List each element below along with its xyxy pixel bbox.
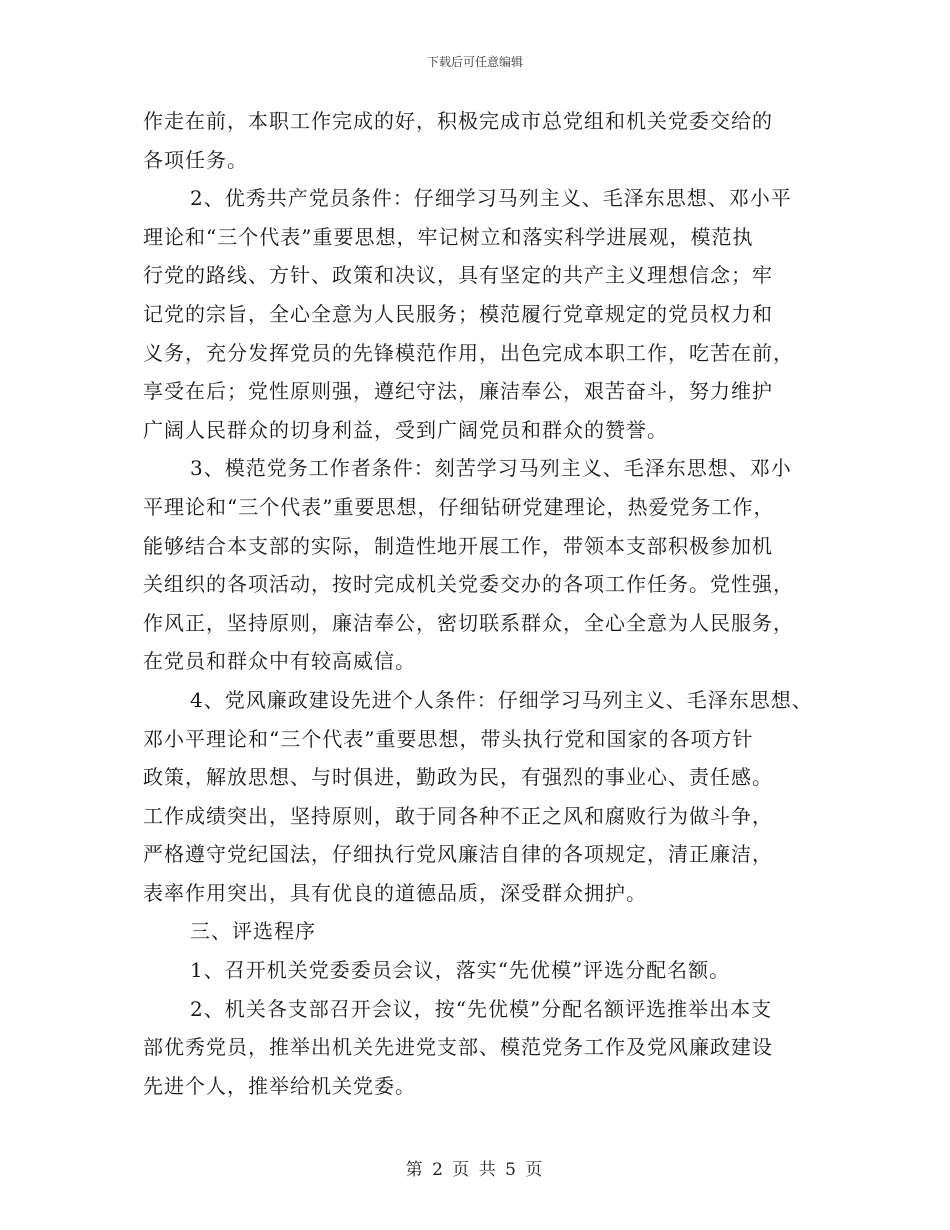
- paragraph-line: 部优秀党员，推举出机关先进党支部、模范党务工作及党风廉政建设: [143, 1035, 773, 1060]
- paragraph-line: 先进个人，推举给机关党委。: [143, 1073, 416, 1098]
- paragraph-line: 1、召开机关党委委员会议，落实“先优模”评选分配名额。: [190, 958, 731, 983]
- paragraph-line: 义务，充分发挥党员的先锋模范作用，出色完成本职工作，吃苦在前，: [143, 340, 794, 365]
- paragraph-line: 作风正，坚持原则，廉洁奉公，密切联系群众，全心全意为人民服务，: [143, 610, 794, 635]
- paragraph-line: 3、模范党务工作者条件：刻苦学习马列主义、毛泽东思想、邓小: [190, 456, 792, 481]
- paragraph-line: 享受在后；党性原则强，遵纪守法，廉洁奉公，艰苦奋斗，努力维护: [143, 379, 773, 404]
- paragraph-line: 广阔人民群众的切身利益，受到广阔党员和群众的赞誉。: [143, 417, 668, 442]
- section-heading: 三、评选程序: [190, 919, 316, 944]
- paragraph-line: 表率作用突出，具有优良的道德品质，深受群众拥护。: [143, 880, 647, 905]
- paragraph-line: 邓小平理论和“三个代表”重要思想，带头执行党和国家的各项方针: [143, 726, 754, 751]
- paragraph-line: 作走在前，本职工作完成的好，积极完成市总党组和机关党委交给的: [143, 109, 773, 133]
- paragraph-line: 记党的宗旨，全心全意为人民服务；模范履行党章规定的党员权力和: [143, 301, 773, 326]
- paragraph-line: 平理论和“三个代表”重要思想，仔细钻研党建理论，热爱党务工作，: [143, 494, 775, 519]
- paragraph-line: 行党的路线、方针、政策和决议，具有坚定的共产主义理想信念；牢: [143, 263, 773, 288]
- paragraph-line: 关组织的各项活动，按时完成机关党委交办的各项工作任务。党性强，: [143, 572, 794, 597]
- paragraph-line: 严格遵守党纪国法，仔细执行党风廉洁自律的各项规定，清正廉洁，: [143, 842, 773, 867]
- page-header: 下载后可任意编辑: [426, 55, 523, 69]
- paragraph-line: 政策，解放思想、与时俱进，勤政为民，有强烈的事业心、责任感。: [143, 765, 773, 790]
- paragraph-line: 2、机关各支部召开会议，按“先优模”分配名额评选推举出本支: [190, 996, 773, 1021]
- paragraph-line: 能够结合本支部的实际，制造性地开展工作，带领本支部积极参加机: [143, 533, 773, 558]
- paragraph-line: 在党员和群众中有较高威信。: [143, 649, 416, 674]
- paragraph-line: 各项任务。: [143, 147, 248, 172]
- page-number: 第 2 页 共 5 页: [405, 1160, 545, 1180]
- document-body: [143, 102, 823, 1105]
- paragraph-line: 4、党风廉政建设先进个人条件：仔细学习马列主义、毛泽东思想、: [190, 687, 813, 712]
- paragraph-line: 工作成绩突出，坚持原则，敢于同各种不正之风和腐败行为做斗争，: [143, 803, 773, 828]
- paragraph-line: 理论和“三个代表”重要思想，牢记树立和落实科学进展观，模范执: [143, 224, 754, 249]
- paragraph-line: 2、优秀共产党员条件：仔细学习马列主义、毛泽东思想、邓小平: [190, 186, 792, 211]
